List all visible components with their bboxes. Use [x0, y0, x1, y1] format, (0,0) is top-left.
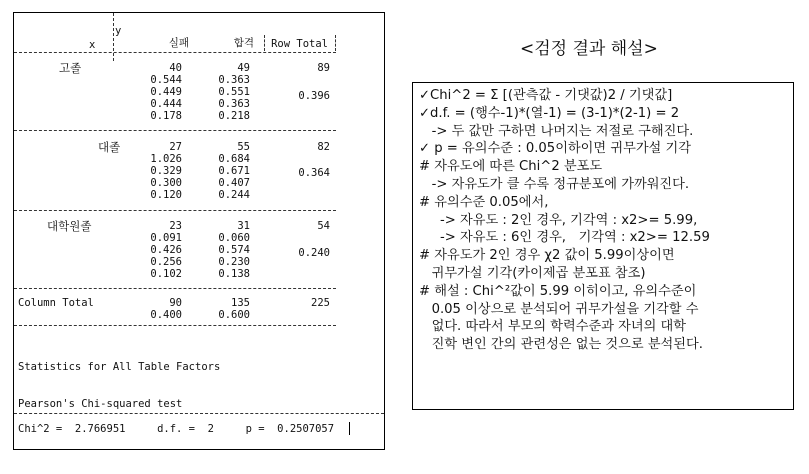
- cell-pass-value: 0.363: [218, 98, 250, 110]
- cell-row-total: 54: [317, 220, 330, 232]
- x-axis-label: x: [89, 39, 96, 51]
- cell-row-total: 82: [317, 141, 330, 153]
- cell-fail-value: 0.256: [150, 256, 182, 268]
- cell-fail-value: 23: [169, 220, 182, 232]
- note-chi-formula: ✓Chi^2 = Σ [(관측값 - 기댓값)2 / 기댓값]: [419, 88, 673, 103]
- note-rejection-rule: # 자유도가 2인 경우 χ2 값이 5.99이상이면: [419, 248, 675, 264]
- cell-pass-value: 0.244: [218, 189, 250, 201]
- cell-fail-value: 0.091: [150, 232, 182, 244]
- header-separator: [335, 35, 336, 51]
- row-label-highschool: 고졸: [59, 61, 82, 75]
- cell-pass-value: 0.407: [218, 177, 250, 189]
- note-interpretation: # 해설 : Chi^²값이 5.99 이히이고, 유의수준이: [419, 283, 697, 299]
- cell-row-total-prop: 0.240: [298, 247, 330, 259]
- cell-pass-value: 0.218: [218, 110, 250, 122]
- stats-separator: [14, 413, 384, 414]
- cell-fail-value: 0.444: [150, 98, 182, 110]
- explanation-heading: <검정 결과 해설>: [520, 39, 658, 59]
- cell-fail-value: 0.544: [150, 74, 182, 86]
- row-separator: [14, 130, 336, 131]
- cell-pass-value: 0.230: [218, 256, 250, 268]
- cell-pass-value: 0.551: [218, 86, 250, 98]
- note-p-value: ✓ p = 유의수준 : 0.05이하이면 귀무가설 기각: [419, 141, 691, 157]
- col-header-pass: 합격: [233, 37, 254, 49]
- header-separator: [113, 13, 114, 61]
- note-df-remark: -> 두 값만 구하면 나머지는 저절로 구해진다.: [419, 123, 694, 139]
- cell-pass-value: 0.060: [218, 232, 250, 244]
- text-cursor: [349, 422, 350, 435]
- crosstab-panel: [13, 12, 385, 450]
- col-header-row-total: Row Total: [271, 38, 328, 50]
- cell-fail-value: 0.449: [150, 86, 182, 98]
- note-critical-df2: -> 자유도 : 2인 경우, 기각역 : x2>= 5.99,: [419, 212, 698, 228]
- cell-pass-value: 0.574: [218, 244, 250, 256]
- column-total-fail-prop: 0.400: [150, 309, 182, 321]
- stats-title: Statistics for All Table Factors: [18, 361, 221, 373]
- column-total-label: Column Total: [18, 297, 94, 309]
- cell-pass-value: 0.138: [218, 268, 250, 280]
- cell-fail-value: 27: [169, 141, 182, 153]
- note-interpretation: 없다. 따라서 부모의 학력수준과 자녀의 대학: [419, 319, 687, 335]
- column-total-pass-prop: 0.600: [218, 309, 250, 321]
- y-axis-label: y: [115, 25, 122, 37]
- test-name: Pearson's Chi-squared test: [18, 398, 183, 410]
- cell-row-total-prop: 0.364: [298, 167, 330, 179]
- cell-fail-value: 0.178: [150, 110, 182, 122]
- row-separator: [14, 325, 336, 326]
- cell-pass-value: 55: [237, 141, 250, 153]
- row-separator: [14, 288, 336, 289]
- cell-pass-value: 49: [237, 62, 250, 74]
- note-significance-level: # 유의수준 0.05에서,: [419, 194, 549, 210]
- cell-pass-value: 31: [237, 220, 250, 232]
- column-total-pass: 135: [231, 297, 250, 309]
- row-separator: [14, 52, 336, 53]
- header-separator: [264, 35, 265, 51]
- note-rejection-reference: 귀무가설 기각(카이제곱 분포표 참조): [419, 265, 646, 281]
- chi-square-result: Chi^2 = 2.766951 d.f. = 2 p = 0.2507057: [18, 423, 335, 435]
- cell-pass-value: 0.684: [218, 153, 250, 165]
- row-label-college: 대졸: [98, 140, 121, 154]
- cell-fail-value: 1.026: [150, 153, 182, 165]
- row-separator: [14, 210, 336, 211]
- col-header-fail: 실패: [168, 37, 189, 49]
- cell-pass-value: 0.363: [218, 74, 250, 86]
- column-total-fail: 90: [169, 297, 182, 309]
- note-distribution-remark: -> 자유도가 클 수록 정규분포에 가까워진다.: [419, 176, 690, 192]
- cell-pass-value: 0.671: [218, 165, 250, 177]
- cell-fail-value: 0.426: [150, 244, 182, 256]
- cell-fail-value: 40: [169, 62, 182, 74]
- cell-fail-value: 0.102: [150, 268, 182, 280]
- cell-fail-value: 0.120: [150, 189, 182, 201]
- note-interpretation: 0.05 이상으로 분석되어 귀무가설을 기각할 수: [419, 301, 699, 317]
- cell-fail-value: 0.300: [150, 177, 182, 189]
- note-interpretation: 진학 변인 간의 관련성은 없는 것으로 분석된다.: [419, 337, 703, 353]
- note-distribution-title: # 자유도에 따른 Chi^2 분포도: [419, 159, 603, 175]
- note-critical-df6: -> 자유도 : 6인 경우, 기각역 : x2>= 12.59: [419, 230, 710, 246]
- grand-total: 225: [311, 297, 330, 309]
- explanation-box: [412, 82, 794, 410]
- row-label-graduate: 대학원졸: [47, 219, 92, 233]
- cell-fail-value: 0.329: [150, 165, 182, 177]
- cell-row-total: 89: [317, 62, 330, 74]
- cell-row-total-prop: 0.396: [298, 90, 330, 102]
- note-df-formula: ✓d.f. = (행수-1)*(열-1) = (3-1)*(2-1) = 2: [419, 105, 680, 121]
